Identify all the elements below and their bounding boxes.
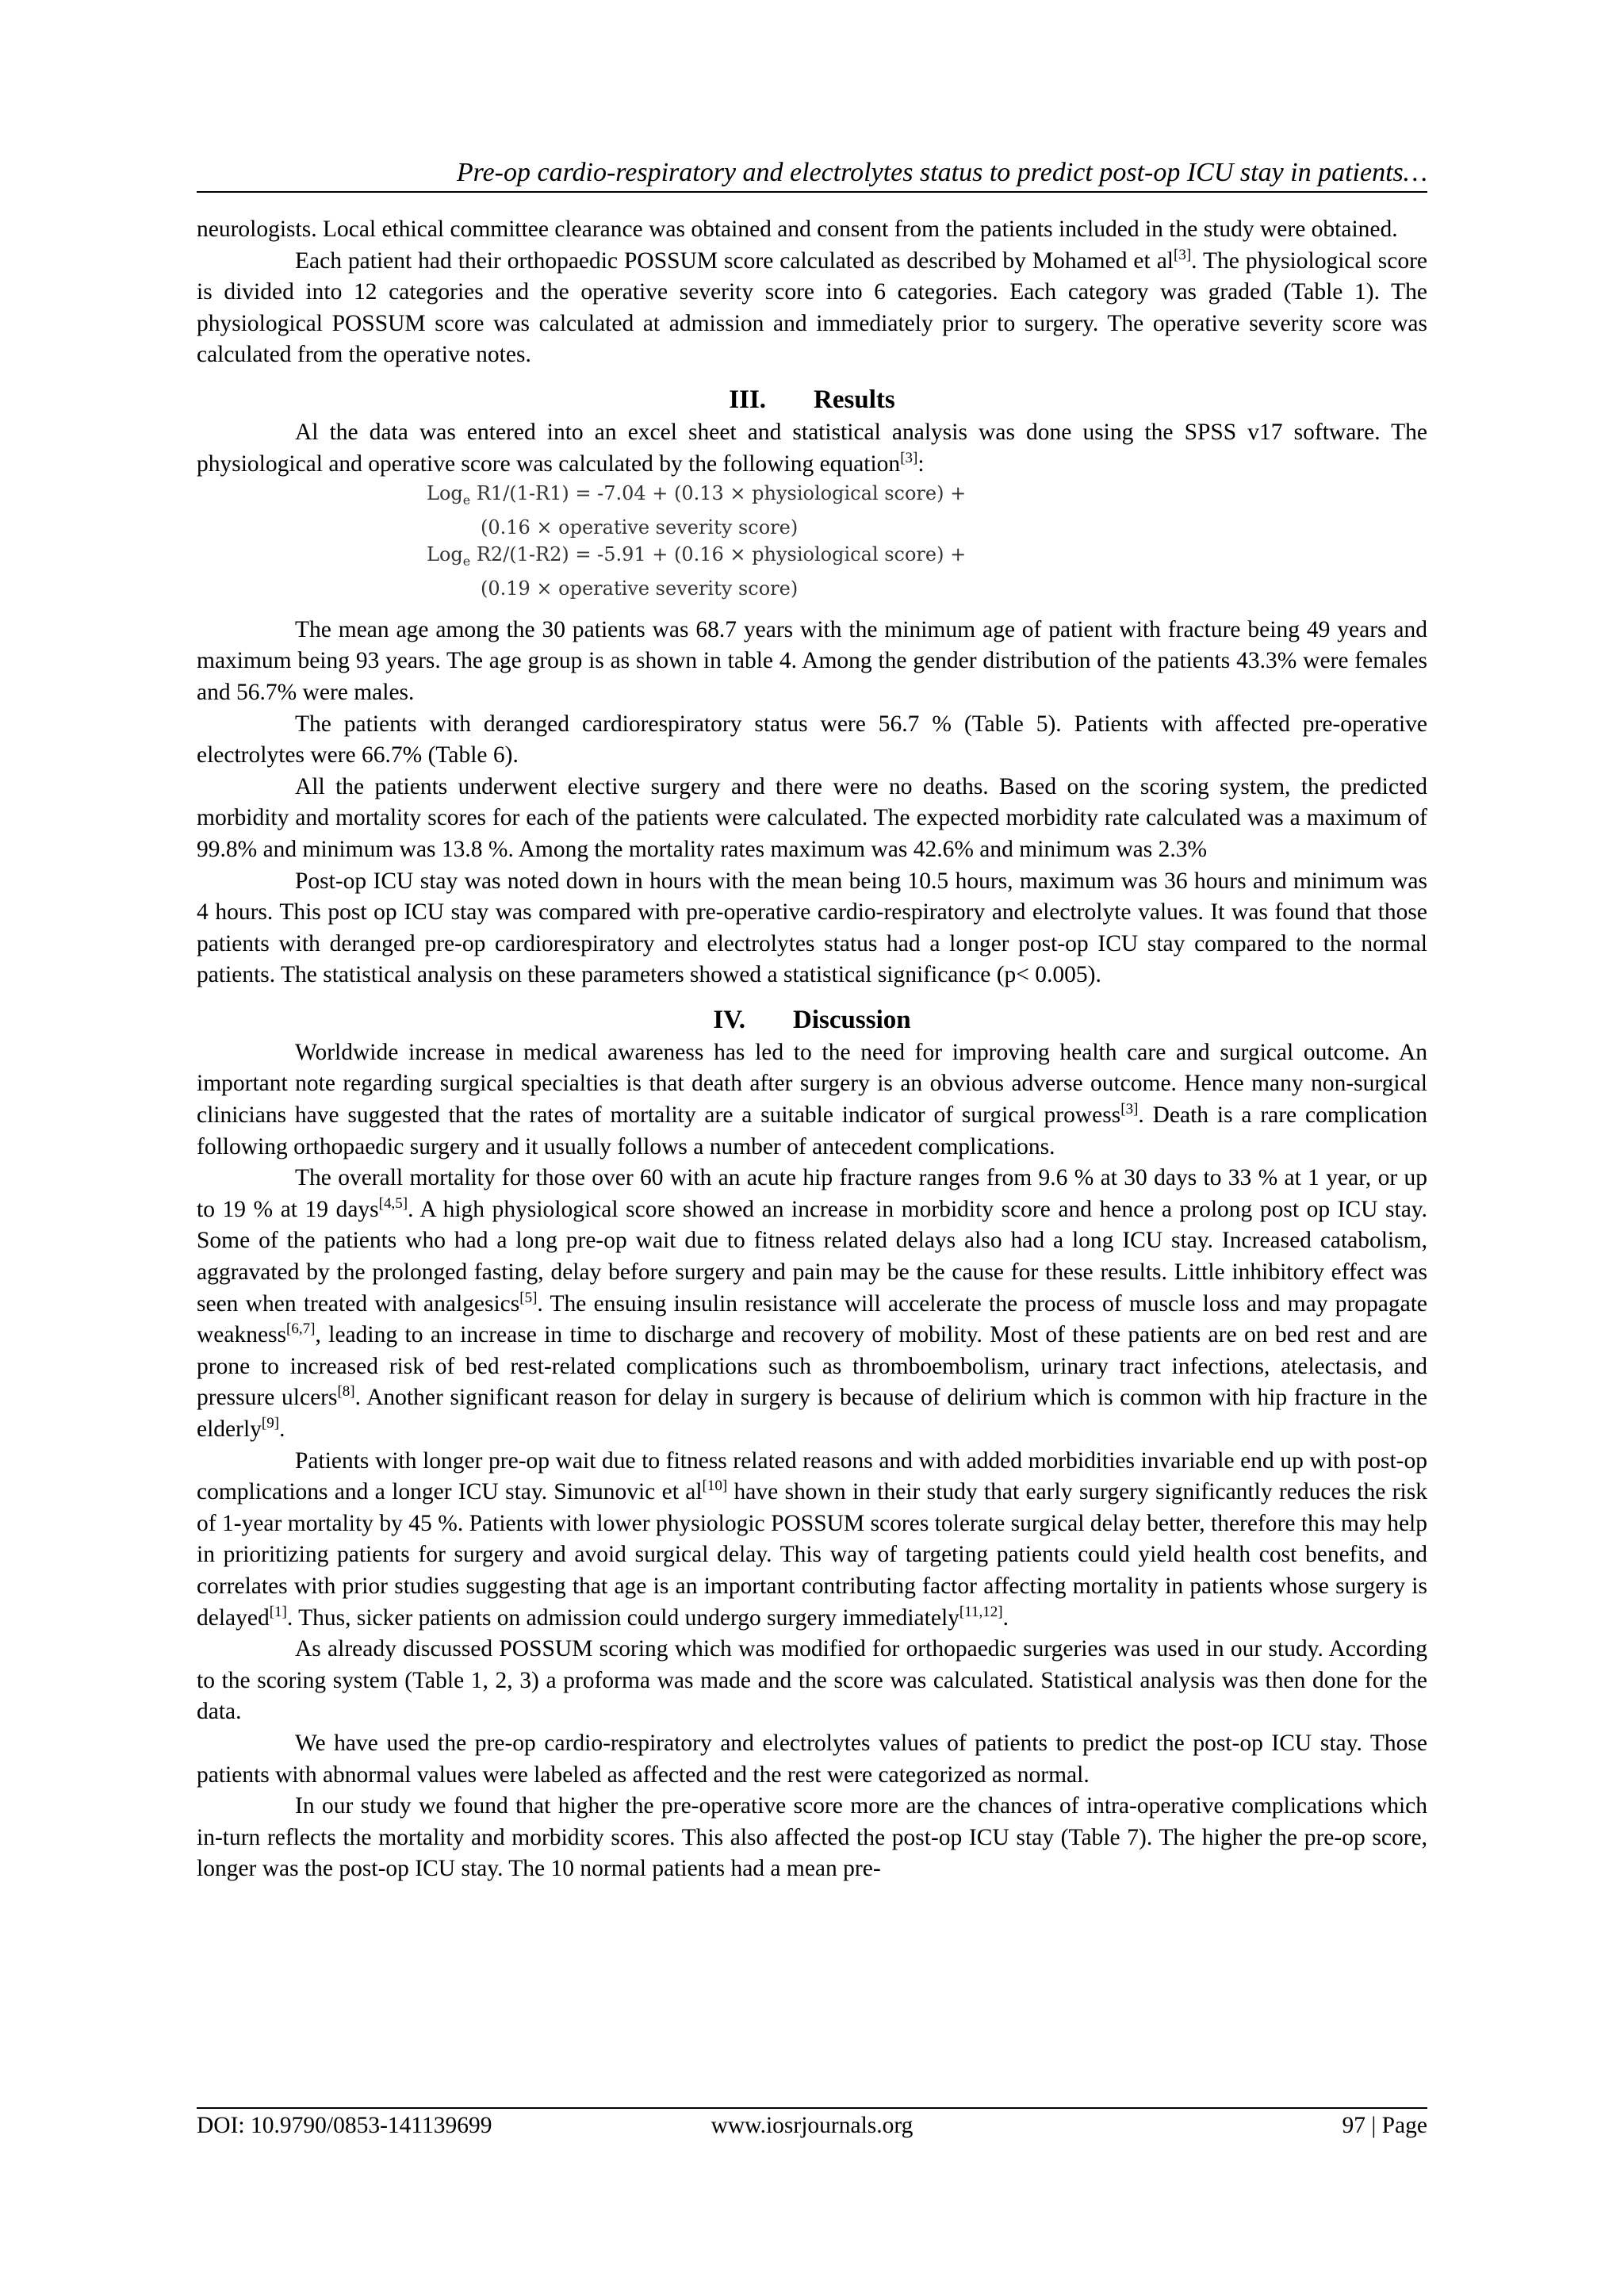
text-run: The patients with deranged cardiorespiratory status were 56.7 % (Table 5). Patients with affected pre-operative electrolytes were 66.7% (Table 6). — [197, 711, 1427, 769]
text-run: neurologists. Local ethical committee clearance was obtained and consent from the patients included in the study were obtained. — [197, 217, 1398, 242]
paragraph — [197, 866, 1427, 991]
equation-line: (0.19 × operative severity score) — [481, 577, 799, 600]
citation-ref: [9] — [261, 1415, 280, 1432]
header-rule — [197, 191, 1427, 193]
text-run: Al the data was entered into an excel sheet and statistical analysis was done using the SPSS v17 software. The physiological and operative score was calculated by the following equation — [197, 419, 1427, 477]
section-number: III. — [729, 385, 767, 414]
text-run: The mean age among the 30 patients was 68.7 years with the minimum age of patient with fracture being 49 years and maximum being 93 years. The age group is as shown in table 4. Among the gender distribution of the patients 43.3% were females and 56.7% were males. — [197, 616, 1427, 705]
citation-ref: [11,12] — [959, 1603, 1003, 1620]
section-number: IV. — [713, 1005, 746, 1034]
text-run: Post-op ICU stay was noted down in hours with the mean being 10.5 hours, maximum was 36 hours and minimum was 4 hours. This post op ICU stay was compared with pre-operative cardio-respiratory and electrolyte values. It was found that those patients with deranged pre-op cardiorespiratory and electrolytes status had a longer post-op ICU stay compared to the normal patients. The statistical analysis on these parameters showed a statistical significance (p< 0.005). — [197, 868, 1427, 988]
text-run: . A high physiological score showed an increase in morbidity score and hence a prolong post op ICU stay. Some of the patients who had a long pre-op wait due to fitness related delays also had a long ICU stay. Increased catabolism, aggravated by the prolonged fasting, delay before surgery and pain may be the cause for these results. Little inhibitory effect was seen when treated with analgesics — [197, 1196, 1427, 1317]
text-run: . The physiological score is divided into 12 categories and the operative severity score into 6 categories. Each category was graded (Table 1). The physiological POSSUM score was calculated at admission and immediately prior to surgery. The operative severity score was calculated from the operative notes. — [197, 247, 1427, 368]
doi-text: DOI: 10.9790/0853-141139699 — [197, 2113, 492, 2138]
citation-ref: [3] — [1120, 1101, 1139, 1118]
section-title: Discussion — [793, 1005, 911, 1034]
paragraph — [197, 615, 1427, 709]
text-run: As already discussed POSSUM scoring which was modified for orthopaedic surgeries was used in our study. According to the scoring system (Table 1, 2, 3) a proforma was made and the score was calculated. Statistical analysis was then done for the data. — [197, 1636, 1427, 1725]
paragraph — [197, 1634, 1427, 1728]
text-run: Worldwide increase in medical awareness has led to the need for improving health care and surgical outcome. An important note regarding surgical specialties is that death after surgery is an obvious adverse outcome. Hence many non-surgical clinicians have suggested that the rates of mortality are a suitable indicator of surgical prowess — [197, 1039, 1427, 1129]
paragraph — [197, 1728, 1427, 1791]
text-run: The overall mortality for those over 60 with an acute hip fracture ranges from 9.6 % at 30 days to 33 % at 1 year, or up to 19 % at 19 days — [197, 1165, 1427, 1222]
paragraph — [197, 1037, 1427, 1163]
paragraph — [197, 1163, 1427, 1445]
logistic-equation — [427, 480, 1427, 602]
section-title: Results — [814, 385, 895, 414]
paragraph — [197, 246, 1427, 371]
text-run: , leading to an increase in time to discharge and recovery of mobility. Most of these patients are on bed rest and are prone to increased risk of bed rest-related complications such as thromboembolism, urinary tract infections, atelectasis, and pressure ulcers — [197, 1322, 1427, 1411]
text-run: . Death is a rare complication following orthopaedic surgery and it usually follows a number of antecedent complications. — [197, 1102, 1427, 1159]
citation-ref: [3] — [1174, 246, 1192, 263]
paragraph — [197, 1446, 1427, 1635]
equation-line: Log$_e$ R2/(1-R2) = -5.91 + (0.16 × physiological score) + — [427, 542, 967, 569]
text-run: We have used the pre-op cardio-respiratory and electrolytes values of patients to predict the post-op ICU stay. Those patients with abnormal values were labeled as affected and the rest were categorized as normal. — [197, 1730, 1427, 1788]
citation-ref: [8] — [337, 1383, 355, 1401]
paragraph — [197, 772, 1427, 866]
text-run: All the patients underwent elective surgery and there were no deaths. Based on the scoring system, the predicted morbidity and mortality scores for each of the patients were calculated. The expected morbidity rate calculated was a maximum of 99.8% and minimum was 13.8 %. Among the mortality rates maximum was 42.6% and minimum was 2.3% — [197, 773, 1427, 862]
citation-ref: [6,7] — [286, 1320, 316, 1338]
text-run: In our study we found that higher the pre-operative score more are the chances of intra-operative complications which in-turn reflects the mortality and morbidity scores. This also affected the post-op ICU stay (Table 7). The higher the pre-op score, longer was the post-op ICU stay. The 10 normal patients had a mean pre- — [197, 1793, 1427, 1882]
paragraph — [197, 709, 1427, 772]
article-body — [197, 214, 1427, 1885]
citation-ref: [5] — [519, 1289, 538, 1306]
journal-website-link[interactable]: www.iosrjournals.org — [710, 2113, 914, 2138]
equation-line: Log$_e$ R1/(1-R1) = -7.04 + (0.13 × physiological score) + — [427, 482, 967, 508]
section-heading — [197, 1004, 1427, 1036]
text-run: . Thus, sicker patients on admission could undergo surgery immediately — [286, 1604, 959, 1631]
intro-text — [197, 214, 1427, 371]
page-footer — [197, 2110, 1427, 2141]
citation-ref: [4,5] — [378, 1195, 408, 1213]
running-header: Pre-op cardio-respiratory and electrolytes status to predict post-op ICU stay in patients… — [456, 158, 1427, 187]
text-run: . The ensuing insulin resistance will accelerate the process of muscle loss and may propagate weakness — [197, 1290, 1428, 1348]
citation-ref: [3] — [900, 449, 918, 466]
results-section — [197, 384, 1427, 991]
equation-line: (0.16 × operative severity score) — [481, 516, 799, 539]
text-run: Patients with longer pre-op wait due to fitness related reasons and with added morbidities invariable end up with post-op complications and a longer ICU stay. Simunovic et al — [197, 1447, 1427, 1505]
text-run: . — [279, 1416, 285, 1442]
citation-ref: [10] — [702, 1478, 728, 1495]
paragraph — [197, 1791, 1427, 1885]
paragraph — [197, 214, 1427, 246]
text-run: Each patient had their orthopaedic POSSUM score calculated as described by Mohamed et al — [295, 247, 1174, 274]
text-run: . Another significant reason for delay in surgery is because of delirium which is common with hip fracture in the elderly — [197, 1385, 1428, 1442]
page-number: 97 | Page — [1342, 2113, 1427, 2138]
text-run: have shown in their study that early surgery significantly reduces the risk of 1-year mortality by 45 %. Patients with lower physiologic POSSUM scores tolerate surgical delay better, therefore this may help in prioritizing patients for surgery and avoid surgical delay. This way of targeting patients could yield health cost benefits, and correlates with prior studies suggesting that age is an important contributing factor affecting mortality in patients whose surgery is delayed — [197, 1479, 1427, 1631]
text-run: . — [1002, 1604, 1009, 1631]
footer-rule — [197, 2107, 1427, 2109]
text-run: : — [917, 450, 925, 477]
section-heading — [197, 384, 1427, 416]
discussion-section — [197, 1004, 1427, 1885]
citation-ref: [1] — [269, 1603, 287, 1620]
paragraph — [197, 417, 1427, 480]
